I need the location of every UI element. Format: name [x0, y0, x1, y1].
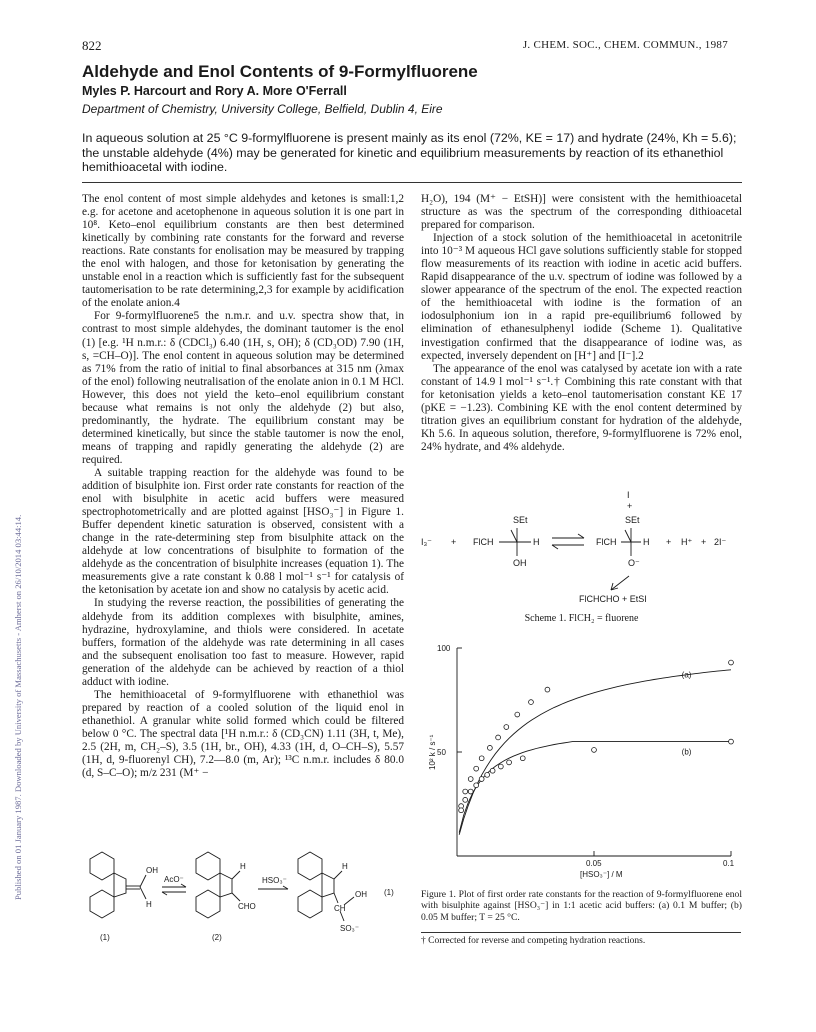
author-list: Myles P. Harcourt and Rory A. More O'Ferrall	[82, 84, 347, 98]
paragraph: H₂O), 194 (M⁺ − EtSH)] were consistent with the hemithioacetal structure as was the spectrum of the corresponding dithioacetal prepared for comparison.	[421, 193, 742, 232]
y-tick-label: 100	[437, 644, 451, 653]
data-point	[479, 756, 484, 761]
figure-1-chart	[421, 642, 742, 880]
scheme-o-minus: O⁻	[628, 558, 640, 568]
footnote-rule	[421, 932, 741, 933]
adduct-oh: OH	[355, 890, 367, 899]
data-point	[498, 764, 503, 769]
equation-number: (1)	[384, 888, 394, 897]
data-point	[468, 789, 473, 794]
enol-label: (1)	[100, 933, 110, 942]
adduct-h: H	[342, 862, 348, 871]
data-point	[485, 772, 490, 777]
data-point	[729, 739, 734, 744]
data-point	[520, 756, 525, 761]
data-point	[515, 712, 520, 717]
y-axis-label: 10² k / s⁻¹	[428, 734, 437, 770]
scheme-oh: OH	[513, 558, 527, 568]
scheme-plus: +	[451, 537, 457, 547]
data-point	[529, 700, 534, 705]
scheme-plus-3: +	[701, 537, 707, 547]
enol-h: H	[146, 900, 152, 909]
paragraph: Injection of a stock solution of the hemithioacetal in acetonitrile into 10⁻³ M aqueous HCl gave solutions sufficiently stable for stopped flow measurements of its reaction with iodine in acetic acid buffers. Rapid disappearance of the u.v. spectrum of iodine was followed by a slower appearance of the spectrum of the enol. The expected reaction of the hemithioacetal with iodine is the formation of an iodosulphonium ion in a rapid pre-equilibrium6 followed by elimination of ethanesulphenyl iodide (Scheme 1). Qualitative investigation confirmed that the disappearance of iodine was, as expected, inversely dependent on [H⁺] and [I⁻].2	[421, 232, 742, 362]
paragraph: The appearance of the enol was catalysed by acetate ion with a rate constant of 14.9 l mol⁻¹ s⁻¹.† Combining this rate constant with that for ketonisation yields a keto–enol tautomerisation constant KE 17 (pKE = −1.23). Combining KE with the enol content determined by titration gives an equilibrium constant for hydration of the aldehyde, Kh 5.6. In aqueous solution, therefore, 9-formylfluorene is 72% enol, 24% hydrate, and 4% aldehyde.	[421, 362, 742, 453]
scheme-hplus: H⁺	[681, 537, 693, 547]
scheme-plus-2: +	[666, 537, 672, 547]
data-point	[463, 797, 468, 802]
aco-label: AcO⁻	[164, 875, 184, 884]
data-point	[474, 766, 479, 771]
hso3-label: HSO₃⁻	[262, 876, 287, 885]
data-point	[479, 777, 484, 782]
series-label: (b)	[681, 747, 692, 757]
paragraph: For 9-formylfluorene5 the n.m.r. and u.v. spectra show that, in contrast to most simple aldehydes, the dominant tautomer is the enol (1) [e.g. ¹H n.m.r.: δ (CDCl₃) 6.40 (1H, s, OH); δ (CD₃OD) 7.90 (1H, s, =CH–O)]. The enol content in aqueous solution may be determined as 71% from the ratio of initial to final absorbances at 315 nm (λmax of the enol) following neutralisation of the enolate anion in 0.1 M HCl. However, this does not yield the keto–enol equilibrium constant because what remains is not only the aldehyde (2) but also, predominantly, the hydrate. The equilibrium constant may be determined kinetically, but since the stable tautomer is now the enol, means of trapping and rapidly generating the aldehyde (2) are required.	[82, 310, 404, 466]
figure-caption: Figure 1. Plot of first order rate constants for the reaction of 9-formylfluorene enol with bisulphite against [HSO₃⁻] in 1:1 acetic acid buffers: (a) 0.1 M buffer; (b) 0.05 M buffer; T = 25 °C.	[421, 889, 742, 923]
scheme-products: FlCHCHO + EtSI	[579, 594, 647, 604]
data-point	[468, 777, 473, 782]
x-axis-label: [HSO₃⁻] / M	[580, 870, 623, 879]
adduct-so3: SO₃⁻	[340, 924, 360, 933]
provenance-watermark: Published on 01 January 1987. Downloaded by University of Massachusetts - Amherst on 26/10/2014 03:44:14.	[13, 514, 23, 900]
data-point	[504, 725, 509, 730]
data-point	[474, 783, 479, 788]
affiliation: Department of Chemistry, University College, Belfield, Dublin 4, Eire	[82, 102, 443, 116]
scheme-2i: 2I⁻	[714, 537, 727, 547]
data-point	[459, 808, 464, 813]
data-point	[729, 660, 734, 665]
journal-header: J. CHEM. SOC., CHEM. COMMUN., 1987	[522, 39, 728, 51]
data-point	[545, 687, 550, 692]
abstract: In aqueous solution at 25 °C 9-formylfluorene is present mainly as its enol (72%, KE = 17) and hydrate (24%, Kh = 5.6); the unstable aldehyde (4%) may be generated for kinetic and equilibrium measurements by reaction of its ethanethiol hemithioacetal with iodine.	[82, 131, 737, 175]
aldehyde-cho: CHO	[238, 902, 256, 911]
scheme-caption: Scheme 1. FlCH₂ = fluorene	[524, 613, 639, 624]
footnote: † Corrected for reverse and competing hydration reactions.	[421, 936, 646, 946]
data-point	[463, 789, 468, 794]
data-point	[507, 760, 512, 765]
page-number: 822	[82, 38, 102, 53]
enol-oh: OH	[146, 866, 158, 875]
paragraph: In studying the reverse reaction, the possibilities of generating the aldehyde from its addition complexes with bisulphite, amines, hydrazine, hydroxylamine, and thiols were considered. In acetate buffers, formation of the aldehyde was rate determining in all cases and the subsequent enolisation too fast to measure. However, rapid generation of the aldehyde can be achieved by reaction of a thiol adduct with iodine.	[82, 597, 404, 688]
body-column-left	[82, 193, 404, 780]
data-point	[490, 768, 495, 773]
scheme-h: H	[533, 537, 540, 547]
body-column-right	[421, 193, 742, 454]
structures-equation-1	[82, 845, 412, 945]
data-point	[487, 745, 492, 750]
data-point	[592, 748, 597, 753]
data-point	[496, 735, 501, 740]
scheme-right-flch: FlCH	[596, 537, 617, 547]
scheme-i: I	[627, 490, 630, 500]
x-tick-label: 0.1	[723, 859, 735, 868]
paragraph: A suitable trapping reaction for the aldehyde was found to be addition of bisulphite ion. First order rate constants for reaction of the enol with bisulphite in acetic acid buffers were measured spectrophotometrically and are plotted against [HSO₃⁻] in Figure 1. Buffer dependent kinetic saturation is observed, consistent with a change in the rate-determining step from bisulphite attack on the aldehyde at low concentrations of bisulphite to formation of the aldehyde as the concentration of bisulphite increases (equation 1). The measurements give a rate constant k 0.88 l mol⁻¹ s⁻¹ for catalysis of the ketonisation by acetate ion and show no catalysis by acetic acid.	[82, 466, 404, 597]
aldehyde-h: H	[240, 862, 246, 871]
adduct-ch: CH	[334, 904, 346, 913]
scheme-set-right: SEt	[625, 515, 640, 525]
scheme-set: SEt	[513, 515, 528, 525]
scheme-i3: I₃⁻	[421, 537, 432, 547]
article-title: Aldehyde and Enol Contents of 9-Formylfluorene	[82, 62, 478, 81]
paragraph: The enol content of most simple aldehydes and ketones is small:1,2 e.g. for acetone and acetophenone in aqueous solution it is one part in 10⁸. Keto–enol equilibrium constants are then best determined kinetically by combining rate constants for the forward and reverse reactions. Rate constants for enolisation may be measured by trapping the enol with halogen, and those for ketonisation by generating the unstable enol in a reaction which is sufficiently fast for the subsequent tautomerisation to be rate determining,2,3 for example by acidification of the enolate anion.4	[82, 193, 404, 310]
scheme-i-plus: +	[627, 501, 633, 511]
paragraph: The hemithioacetal of 9-formylfluorene with ethanethiol was prepared by reaction of a cooled solution of the liquid enol in ethanethiol. A granular white solid formed which could be filtered below 0 °C. The spectral data [¹H n.m.r.: δ (CD₃CN) 1.11 (3H, t, Me), 2.5 (2H, m, CH₂–S), 3.5 (1H, br., OH), 4.33 (1H, d, O–CH–S), 5.57 (1H, d, 9-fluorenyl CH), 7.2—8.0 (m, Ar); ¹³C n.m.r. includes δ 80.0 (d, S–C–O); m/z 231 (M⁺ −	[82, 688, 404, 780]
x-tick-label: 0.05	[586, 859, 602, 868]
series-label: (a)	[681, 670, 692, 680]
scheme-left-flch: FlCH	[473, 537, 494, 547]
abstract-rule	[82, 182, 742, 183]
scheme-right-h: H	[643, 537, 650, 547]
aldehyde-label: (2)	[212, 933, 222, 942]
y-tick-label: 50	[437, 748, 446, 757]
